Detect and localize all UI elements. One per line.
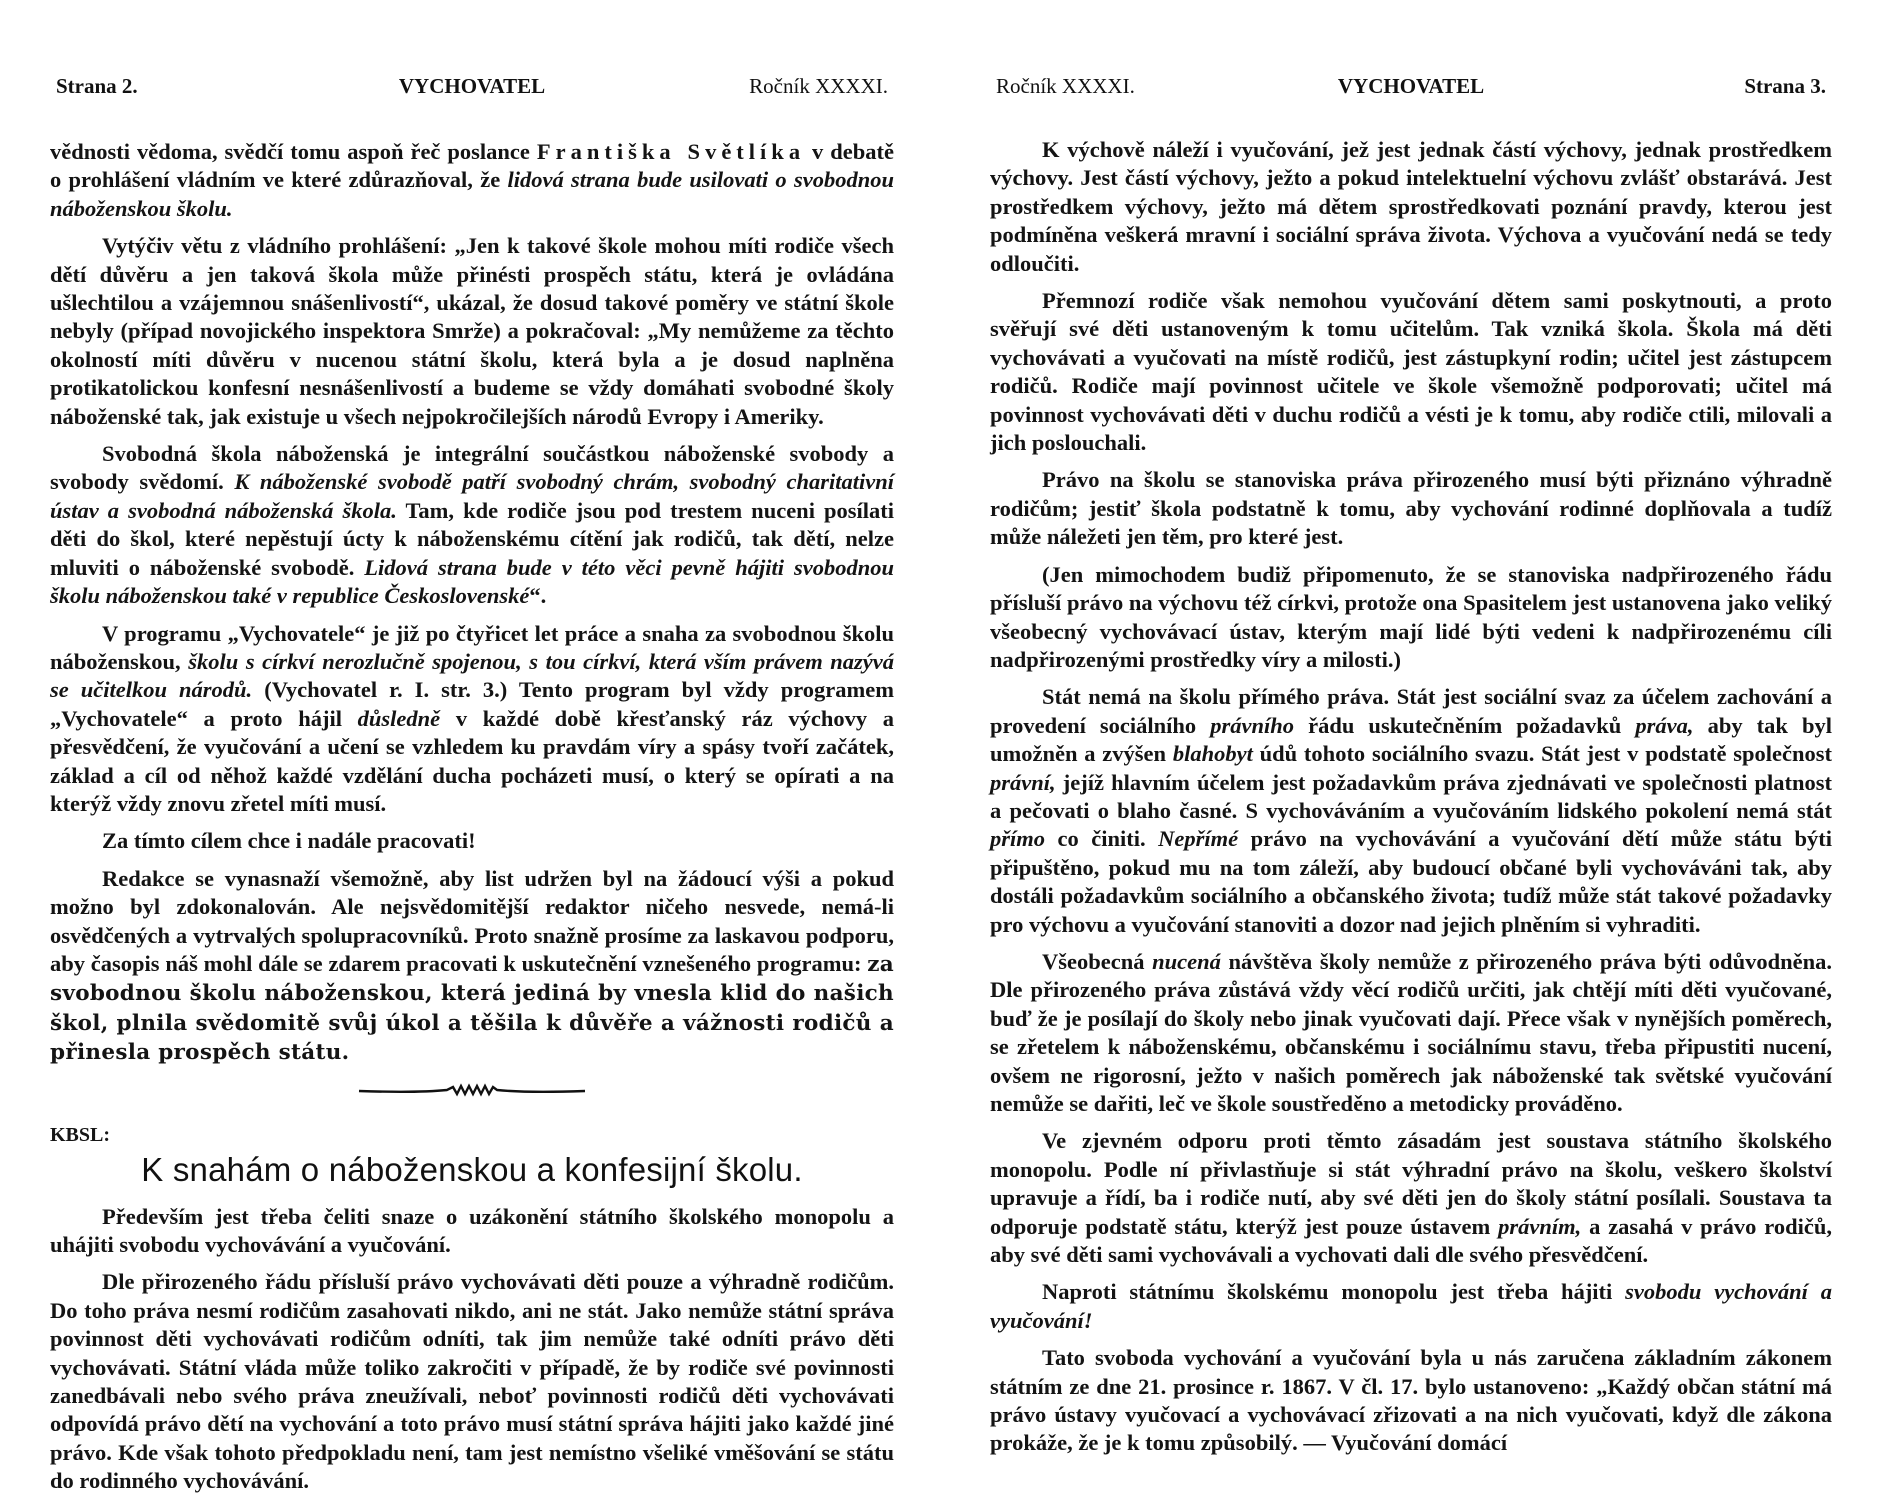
paragraph: Ve zjevném odporu proti těmto zásadám jest soustava státního školského monopolu. Podle ní přivlastňuje si stát výhradní právo na školu, veškero školství upravuje a řídí, ba i rodiče nutí, aby své děti jen do školy státní posílali. Soustava ta odporuje podstatě státu, kterýž jest pouze ústavem právním, a zasahá v právo rodičů, aby své děti sami vychovávali a vychovati dali dle svého přesvědčení. [990, 1128, 1833, 1268]
paragraph: Za tímto cílem chce i nadále pracovati! [102, 828, 476, 854]
paragraph: Redakce se vynasnaží všemožně, aby list udržen byl na žádoucí výši a pokud možno byl zdokonalován. Ale nejsvědomitější redaktor ničeho nesvede, nemá-li osvědčených a vytrvalých spolupracovníků. Proto snažně prosíme za laskavou podporu, aby časopis náš mohl dále se zdarem pracovati k uskutečnění vznešeného programu: za svobodnou školu náboženskou, která jediná by vnesla klid do našich škol, plnila svědomitě svůj úkol a těšila k důvěře a vážnosti rodičů a přinesla prospěch státu. [50, 865, 894, 1066]
right-page [990, 0, 1832, 1500]
left-body [50, 138, 894, 1068]
paragraph: Dle přirozeného řádu přísluší právo vychovávati děti pouze a výhradně rodičům. Do toho práva nesmí rodičům zasahovati nikdo, ani ne stát. Jako nemůže státní správa povinnost děti vychovávati rodičům odníti, tak jim nemůže také odníti právo děti vychovávati. Státní vláda může toliko zakročiti v případě, že by rodiče své povinnosti zanedbávali nebo svého práva zneužívali, neboť povinnosti rodičů děti vychovávati odpovídá právo dětí na vychování a toto právo musí státní správa hájiti jako každé jiné právo. Kde však tohoto předpokladu není, tam jest nemístno všeliké vměšování se státu do rodinného vychovávání. [50, 1269, 894, 1494]
ornament-divider [357, 1082, 587, 1098]
paragraph: Právo na školu se stanoviska práva přirozeného musí býti přiznáno výhradně rodičům; jestiť škola podstatně k tomu, aby vychování rodinné doplňovala a tudíž může náležeti jen těm, pro které jest. [990, 467, 1832, 550]
right-journal-title: VYCHOVATEL [1337, 74, 1485, 98]
paragraph: Všeobecná nucená návštěva školy nemůže z přirozeného práva býti odůvodněna. Dle přirozeného práva zůstává vždy věcí rodičů určiti, jak chtějí míti děti vyučované, buď že je posílají do školy nebo jinak vyučovati dají. Přece však v nynějších poměrech, se zřetelem k náboženskému, občanskému i sociálnímu stavu, třeba připustiti nucení, ovšem ne rigorosní, ježto v našich poměrech jak náboženské tak světské vyučování nemůže se dařiti, leč ve škole soustředěno a metodicky prováděno. [990, 948, 1832, 1116]
paragraph: Stát nemá na školu přímého práva. Stát jest sociální svaz za účelem zachování a provedení sociálního právního řádu uskutečněním požadavků práva, aby tak byl umožněn a zvýšen blahobyt údů tohoto sociálního svazu. Stát jest v podstatě společnost právní, jejíž hlavním účelem jest požadavkům práva zjednávati ve společnosti platnost a pečovati o blaho časné. S vychováváním a vyučováním lidského pokolení nemá stát přímo co činiti. Nepřímé právo na vychovávání a vyučování dětí může státu býti připuštěno, pokud mu na tom záleží, aby budoucí občané byli vychováváni tak, aby dostáli požadavkům sociálního a občanského života; tudíž může stát takové požadavky pro výchovu a vyučování stanoviti a dozor nad jejich plněním si vyhraditi. [990, 684, 1833, 937]
right-page-number: Strana 3. [1744, 74, 1826, 98]
paragraph: Naproti státnímu školskému monopolu jest třeba hájiti svobodu vychování a vyučování! [990, 1279, 1832, 1333]
left-page [50, 0, 894, 1500]
right-running-head [990, 74, 1832, 114]
right-volume: Ročník XXXXI. [996, 74, 1135, 98]
paragraph: Přemnozí rodiče však nemohou vyučování dětem sami poskytnouti, a proto svěřují své děti ustanoveným k tomu učitelům. Tak vzniká škola. Škola má děti vychovávati a vyučovati na místě rodičů, jest zástupkyní rodin; učitel jest zástupcem rodičů. Rodiče mají povinnost učitele ve škole všemožně podporovati; učitel má povinnost vychovávati děti v duchu rodičů a vésti je k tomu, aby rodiče ctili, milovali a jich poslouchali. [990, 288, 1832, 456]
article-title: K snahám o náboženskou a konfesijní školu. [141, 1150, 803, 1188]
left-journal-title: VYCHOVATEL [398, 74, 546, 98]
paragraph: (Jen mimochodem budiž připomenuto, že se stanoviska nadpřirozeného řádu přísluší právo na výchovu též církvi, protože ona Spasitelem jest ustanovena jako veliký všeobecný vychovávací ústav, kterým mají lidé býti vedeni k nadpřirozenému cíli nadpřirozenými prostředky víry a milosti.) [990, 561, 1832, 672]
left-page-number: Strana 2. [56, 74, 138, 98]
right-body [990, 136, 1832, 1458]
left-volume: Ročník XXXXI. [749, 74, 888, 98]
left-running-head [50, 74, 894, 114]
article-source-label: KBSL: [50, 1123, 111, 1146]
paragraph: Tato svoboda vychování a vyučování byla u nás zaručena základním zákonem státním ze dne 21. prosince r. 1867. V čl. 17. bylo ustanoveno: „Každý občan státní má právo ústavy vyučovací a vychovávací zřizovati a na nich vyučovati, když dle zákona prokáže, že je k tomu způsobilý. — Vyučování domácí [990, 1345, 1832, 1456]
paragraph: Svobodná škola náboženská je integrální součástkou náboženské svobody a svobody svědomí. K náboženské svobodě patří svobodný chrám, svobodný charitativní ústav a svobodná náboženská škola. Tam, kde rodiče jsou pod trestem nuceni posílati děti do škol, které nepěstují úcty k náboženskému cítění jak rodičů, tak dětí, nelze mluviti o náboženské svobodě. Lidová strana bude v této věci pevně hájiti svobodnou školu náboženskou také v republice Československé“. [50, 441, 895, 609]
left-article-body [50, 1203, 894, 1496]
paragraph: V programu „Vychovatele“ je již po čtyřicet let práce a snaha za svobodnou školu náboženskou, školu s církví nerozlučně spojenou, s tou církví, která vším právem nazývá se učitelkou národů. (Vychovatel r. I. str. 3.) Tento program byl vždy programem „Vychovatele“ a proto hájil důsledně v každé době křesťanský ráz výchovy a přesvědčení, že vyučování a učení se vzhledem ku pravdám víry a spásy tvoří začátek, základ a cíl od něhož každé vzdělání ducha pocházeti musí, o který se opírati a na kterýž vždy znovu zřetel míti musí. [50, 620, 895, 816]
paragraph: Vytýčiv větu z vládního prohlášení: „Jen k takové škole mohou míti rodiče všech dětí důvěru a jen taková škola může přinésti prospěch státu, která je ovládána ušlechtilou a vzájemnou snášenlivostí“, ukázal, že dosud takové poměry ve státní škole nebyly (případ novojického inspektora Smrže) a pokračoval: „My nemůžeme za těchto okolností míti důvěru v nucenou státní školu, která byla a je dosud naplněna protikatolickou konfesní nesnášenlivostí a budeme se vždy domáhati svobodné školy náboženské tak, jak existuje u všech nejpokročilejších národů Evropy i Ameriky. [50, 233, 894, 429]
paragraph: vědnosti vědoma, svědčí tomu aspoň řeč poslance Františka Světlíka v debatě o prohlášení vládním ve které zdůrazňoval, že lidová strana bude usilovati o svobodnou náboženskou školu. [50, 139, 894, 221]
paragraph: K výchově náleží i vyučování, jež jest jednak částí výchovy, jednak prostředkem výchovy. Jest částí výchovy, ježto a pokud intelektuelní výchovu zvlášť obstarává. Jest prostředkem výchovy, ježto má dětem sprostředkovati poznání pravdy, kterou jest podmíněna veškerá mravní i sociální správa života. Výchova a vyučování nedá se tedy odloučiti. [990, 137, 1832, 276]
paragraph: Především jest třeba čeliti snaze o uzákonění státního školského monopolu a uhájiti svobodu vychovávání a vyučování. [50, 1203, 894, 1257]
